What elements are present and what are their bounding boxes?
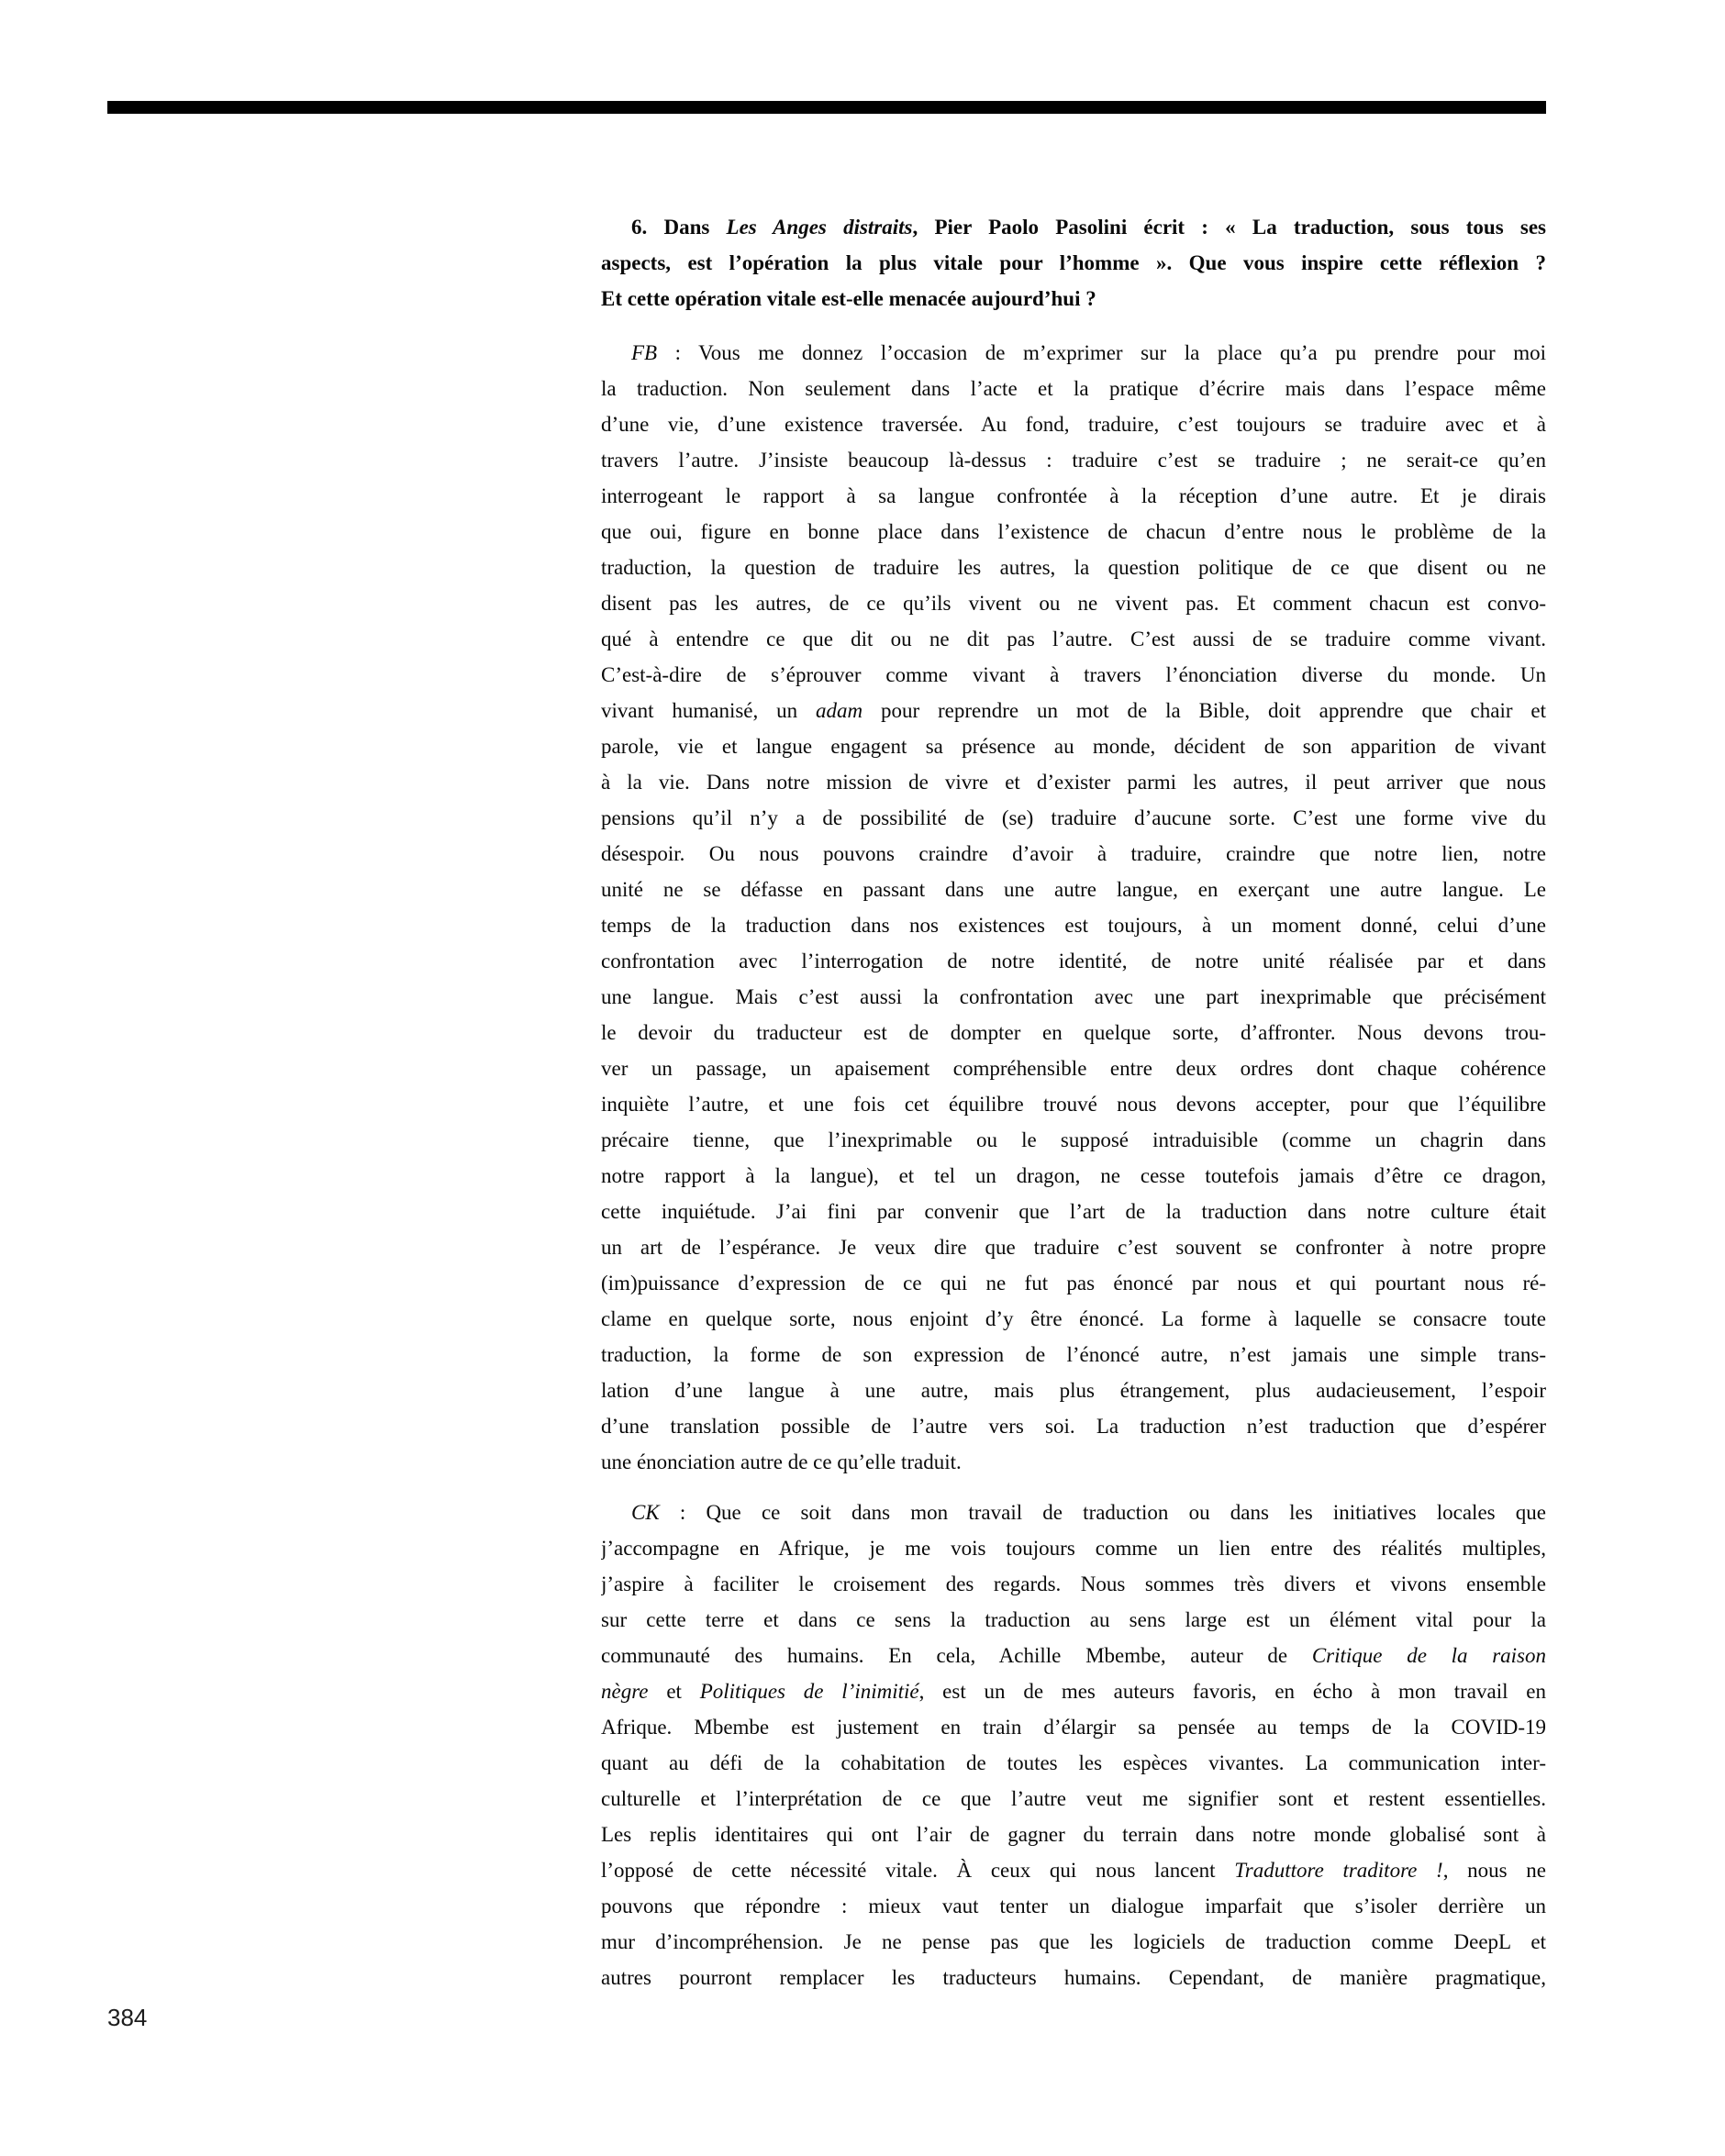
question-line: 6. Dans Les Anges distraits, Pier Paolo Pasolini écrit : « La traduction, sous tous ses xyxy=(631,216,1546,239)
answer-ck-line: pouvons que répondre : mieux vaut tenter un dialogue imparfait que s’isoler derrière un xyxy=(601,1895,1546,1917)
answer-fb-line: FB : Vous me donnez l’occasion de m’exprimer sur la place qu’a pu prendre pour moi xyxy=(631,341,1546,364)
answer-fb-line: d’une translation possible de l’autre vers soi. La traduction n’est traduction que d’espérer xyxy=(601,1415,1546,1438)
answer-fb-line: désespoir. Ou nous pouvons craindre d’avoir à traduire, craindre que notre lien, notre xyxy=(601,842,1546,865)
answer-fb-line: travers l’autre. J’insiste beaucoup là-dessus : traduire c’est se traduire ; ne serait-ce qu’en xyxy=(601,449,1546,472)
answer-fb-line: vivant humanisé, un adam pour reprendre un mot de la Bible, doit apprendre que chair et xyxy=(601,699,1546,722)
answer-fb-line: pensions qu’il n’y a de possibilité de (se) traduire d’aucune sorte. C’est une forme vive du xyxy=(601,806,1546,829)
answer-fb-line: une langue. Mais c’est aussi la confrontation avec une part inexprimable que précisément xyxy=(601,985,1546,1008)
answer-fb-line: à la vie. Dans notre mission de vivre et d’exister parmi les autres, il peut arriver que nous xyxy=(601,771,1546,794)
answer-ck-line: Afrique. Mbembe est justement en train d’élargir sa pensée au temps de la COVID-19 xyxy=(601,1716,1546,1739)
answer-fb-line: disent pas les autres, de ce qu’ils vivent ou ne vivent pas. Et comment chacun est convo- xyxy=(601,592,1546,615)
answer-paragraph-fb xyxy=(601,335,1546,1480)
answer-ck-line: nègre et Politiques de l’inimitié, est un de mes auteurs favoris, en écho à mon travail en xyxy=(601,1680,1546,1703)
answer-ck-line: autres pourront remplacer les traducteurs humains. Cependant, de manière pragmatique, xyxy=(601,1966,1546,1989)
answer-fb-line: qué à entendre ce que dit ou ne dit pas l’autre. C’est aussi de se traduire comme vivant. xyxy=(601,628,1546,650)
answer-ck-line: mur d’incompréhension. Je ne pense pas que les logiciels de traduction comme DeepL et xyxy=(601,1930,1546,1953)
answer-fb-line: notre rapport à la langue), et tel un dragon, ne cesse toutefois jamais d’être ce dragon, xyxy=(601,1164,1546,1187)
answer-fb-line: unité ne se défasse en passant dans une autre langue, en exerçant une autre langue. Le xyxy=(601,878,1546,901)
answer-fb-line: (im)puissance d’expression de ce qui ne fut pas énoncé par nous et qui pourtant nous ré- xyxy=(601,1272,1546,1295)
answer-ck-line: l’opposé de cette nécessité vitale. À ceux qui nous lancent Traduttore traditore !, nous ne xyxy=(601,1859,1546,1882)
answer-ck-line: j’accompagne en Afrique, je me vois toujours comme un lien entre des réalités multiples, xyxy=(601,1537,1546,1560)
question-line: Et cette opération vitale est-elle menacée aujourd’hui ? xyxy=(601,287,1096,310)
answer-paragraph-ck xyxy=(601,1495,1546,1995)
interview-question xyxy=(601,209,1546,317)
header-rule xyxy=(107,101,1546,114)
question-line: aspects, est l’opération la plus vitale pour l’homme ». Que vous inspire cette réflexion ? xyxy=(601,251,1546,274)
answer-fb-line: lation d’une langue à une autre, mais plus étrangement, plus audacieusement, l’espoir xyxy=(601,1379,1546,1402)
answer-fb-line: un art de l’espérance. Je veux dire que traduire c’est souvent se confronter à notre propre xyxy=(601,1236,1546,1259)
answer-fb-line: clame en quelque sorte, nous enjoint d’y être énoncé. La forme à laquelle se consacre toute xyxy=(601,1307,1546,1330)
answer-fb-line: inquiète l’autre, et une fois cet équilibre trouvé nous devons accepter, pour que l’équilibre xyxy=(601,1093,1546,1116)
answer-fb-line: confrontation avec l’interrogation de notre identité, de notre unité réalisée par et dans xyxy=(601,950,1546,972)
answer-ck-line: j’aspire à faciliter le croisement des regards. Nous sommes très divers et vivons ensemble xyxy=(601,1573,1546,1595)
answer-fb-line: interrogeant le rapport à sa langue confrontée à la réception d’une autre. Et je dirais xyxy=(601,484,1546,507)
answer-fb-line: parole, vie et langue engagent sa présence au monde, décident de son apparition de vivant xyxy=(601,735,1546,758)
answer-fb-line: d’une vie, d’une existence traversée. Au fond, traduire, c’est toujours se traduire avec et à xyxy=(601,413,1546,436)
page-number: 384 xyxy=(107,2004,148,2031)
answer-ck-line: sur cette terre et dans ce sens la traduction au sens large est un élément vital pour la xyxy=(601,1608,1546,1631)
answer-fb-line: le devoir du traducteur est de dompter en quelque sorte, d’affronter. Nous devons trou- xyxy=(601,1021,1546,1044)
answer-ck-line: CK : Que ce soit dans mon travail de traduction ou dans les initiatives locales que xyxy=(631,1501,1546,1524)
answer-ck-line: culturelle et l’interprétation de ce que l’autre veut me signifier sont et restent essentielles. xyxy=(601,1787,1546,1810)
answer-ck-line: quant au défi de la cohabitation de toutes les espèces vivantes. La communication inter- xyxy=(601,1751,1546,1774)
answer-fb-line: que oui, figure en bonne place dans l’existence de chacun d’entre nous le problème de la xyxy=(601,520,1546,543)
answer-fb-line: C’est-à-dire de s’éprouver comme vivant à travers l’énonciation diverse du monde. Un xyxy=(601,663,1546,686)
answer-fb-line: traduction, la question de traduire les autres, la question politique de ce que disent ou ne xyxy=(601,556,1546,579)
answer-fb-line: précaire tienne, que l’inexprimable ou le supposé intraduisible (comme un chagrin dans xyxy=(601,1128,1546,1151)
answer-fb-line: cette inquiétude. J’ai fini par convenir que l’art de la traduction dans notre culture était xyxy=(601,1200,1546,1223)
answer-fb-line: une énonciation autre de ce qu’elle traduit. xyxy=(601,1450,962,1473)
answer-ck-line: communauté des humains. En cela, Achille Mbembe, auteur de Critique de la raison xyxy=(601,1644,1546,1667)
answer-ck-line: Les replis identitaires qui ont l’air de gagner du terrain dans notre monde globalisé sont à xyxy=(601,1823,1546,1846)
answer-fb-line: ver un passage, un apaisement compréhensible entre deux ordres dont chaque cohérence xyxy=(601,1057,1546,1080)
answer-fb-line: traduction, la forme de son expression de l’énoncé autre, n’est jamais une simple trans- xyxy=(601,1343,1546,1366)
answer-fb-line: temps de la traduction dans nos existences est toujours, à un moment donné, celui d’une xyxy=(601,914,1546,937)
answer-fb-line: la traduction. Non seulement dans l’acte et la pratique d’écrire mais dans l’espace même xyxy=(601,377,1546,400)
